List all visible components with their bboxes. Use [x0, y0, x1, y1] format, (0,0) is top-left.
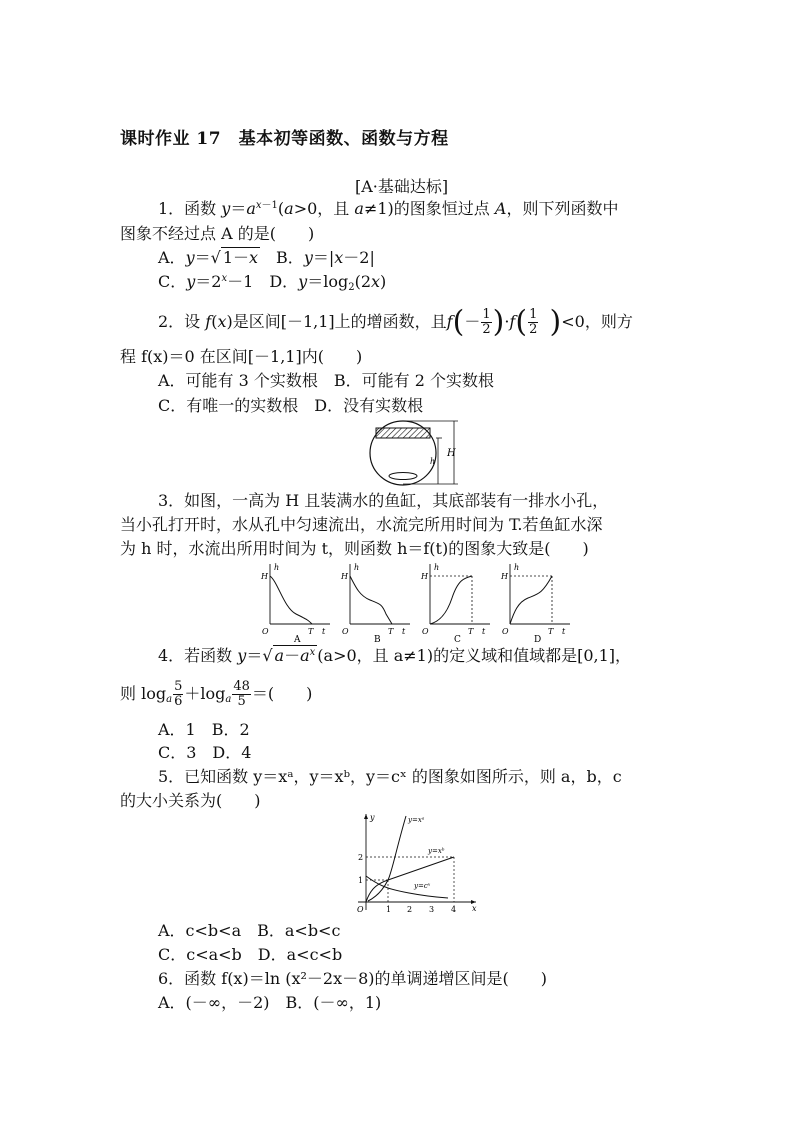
svg-text:O: O [357, 905, 364, 914]
q1-line1: 1．函数 $y=a^{x-1}(a>0$，且 a≠1)的图象恒过点 A，则下列函数中 [158, 199, 619, 218]
svg-text:y=xᵇ: y=xᵇ [428, 847, 445, 855]
svg-text:2: 2 [358, 853, 364, 862]
svg-text:H: H [501, 572, 508, 581]
svg-text:2: 2 [407, 905, 413, 914]
graph-a [260, 563, 330, 645]
q4-line2: 则 $\log_a$ $\frac{5}{6}$ $+\log_a$ $\frac{48}{5}$ ＝( ) [120, 679, 313, 709]
q4-options-ab: A．1 B．2 [158, 720, 250, 739]
fish-tank-figure [366, 418, 466, 488]
q6-options-ab: A．(－∞，－2) B．(－∞，1) [158, 993, 382, 1012]
graph-c-label: C [454, 635, 461, 645]
tank-label-h: h [430, 457, 436, 466]
svg-text:O: O [422, 627, 429, 636]
q2-line2: 程 f(x)＝0 在区间[－1,1]内( ) [120, 347, 363, 366]
q5-options-cd: C．c<a<b D．a<c<b [158, 945, 343, 964]
graph-b [340, 563, 410, 645]
svg-text:h: h [514, 563, 520, 572]
tank-label-H: H [447, 448, 456, 459]
graph-b-label: B [374, 635, 381, 645]
q2-options-ab: A．可能有 3 个实数根 B．可能有 2 个实数根 [158, 371, 495, 390]
svg-text:y=xᵃ: y=xᵃ [408, 816, 425, 824]
svg-text:T: T [308, 627, 314, 636]
svg-text:O: O [262, 627, 269, 636]
svg-text:y=cˣ: y=cˣ [414, 882, 431, 890]
q5-line1: 5．已知函数 y＝xᵃ，y＝xᵇ，y＝cˣ 的图象如图所示，则 a，b，c [158, 767, 622, 786]
q6-line1: 6．函数 f(x)＝ln (x²－2x－8)的单调递增区间是( ) [158, 969, 547, 988]
q5-function-graph [348, 810, 480, 916]
svg-text:4: 4 [451, 905, 457, 914]
graph-a-label: A [294, 635, 301, 645]
svg-text:t: t [402, 627, 406, 636]
q4-options-cd: C．3 D．4 [158, 743, 252, 762]
graph-d-label: D [534, 635, 542, 645]
q5-options-ab: A．c<b<a B．a<b<c [158, 921, 341, 940]
svg-text:O: O [502, 627, 509, 636]
q1-options-ab: A．y＝√ 1－x B．y＝|x－2| [158, 248, 375, 267]
graph-c [420, 563, 490, 645]
section-heading: [A·基础达标] [355, 177, 449, 196]
svg-text:3: 3 [429, 905, 435, 914]
tank-water-band [376, 428, 430, 438]
svg-text:T: T [468, 627, 474, 636]
svg-text:1: 1 [358, 876, 364, 885]
q3-line1: 3．如图，一高为 H 且装满水的鱼缸，其底部装有一排水小孔， [158, 491, 609, 510]
curve-xb [366, 857, 454, 902]
q1-options-cd: C．$y=2^x-1$ D．$y=\log_2(2x)$ [158, 272, 387, 293]
q3-line2: 当小孔打开时，水从孔中匀速流出，水流完所用时间为 T.若鱼缸水深 [120, 515, 603, 534]
q4-line1: 4．若函数 y＝√ $a-a^x$ (a>0，且 a≠1)的定义域和值域都是[0,1]， [158, 646, 632, 665]
svg-text:1: 1 [386, 905, 392, 914]
svg-text:t: t [482, 627, 486, 636]
q3-line3: 为 h 时，水流出所用时间为 t，则函数 h＝f(t)的图象大致是( ) [120, 539, 589, 558]
q2-options-cd: C．有唯一的实数根 D．没有实数根 [158, 396, 424, 415]
svg-text:h: h [354, 563, 360, 572]
svg-text:t: t [322, 627, 326, 636]
q3-graph-options [256, 562, 566, 645]
svg-text:O: O [342, 627, 349, 636]
q5-line2: 的大小关系为( ) [120, 791, 261, 810]
svg-text:H: H [341, 572, 348, 581]
graph-d [500, 563, 570, 645]
curve-cx [366, 876, 448, 898]
svg-text:h: h [434, 563, 440, 572]
q1-line2: 图象不经过点 A 的是( ) [120, 224, 315, 243]
svg-text:T: T [388, 627, 394, 636]
svg-text:H: H [421, 572, 428, 581]
svg-text:y: y [370, 813, 375, 822]
svg-text:x: x [472, 904, 477, 913]
svg-text:T: T [548, 627, 554, 636]
page-title: 课时作业 17 基本初等函数、函数与方程 [120, 129, 449, 149]
tank-drain-hole [389, 473, 417, 480]
svg-text:h: h [274, 563, 280, 572]
svg-text:t: t [562, 627, 566, 636]
svg-text:H: H [261, 572, 268, 581]
q2-line1: 2．设 f(x)是区间[－1,1]上的增函数，且f(－ $\frac{1}{2}$ )·f( $\frac{1}{2}$ )<0，则方 [158, 304, 633, 340]
